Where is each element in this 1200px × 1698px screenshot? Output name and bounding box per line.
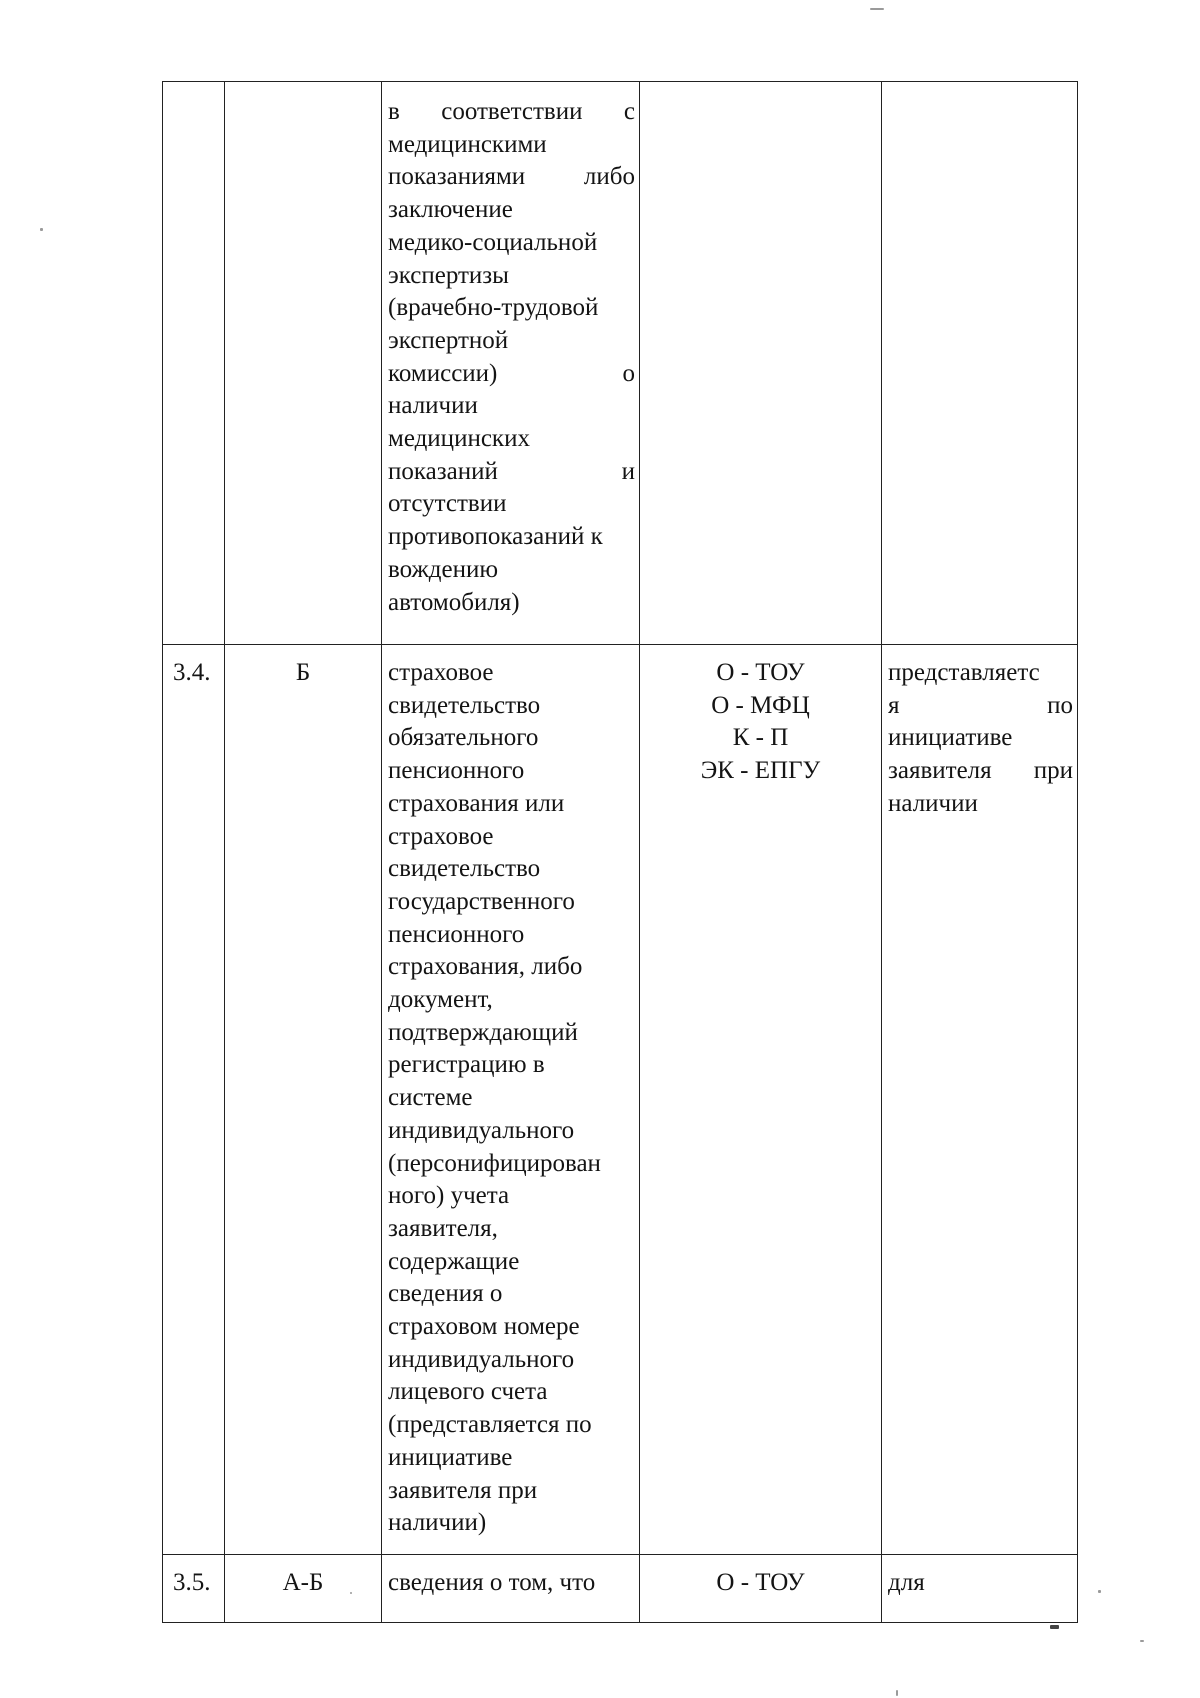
description-line: страховое bbox=[388, 822, 494, 850]
note-line: заявителя при bbox=[888, 757, 1073, 785]
submission-form-item: О - МФЦ bbox=[711, 691, 810, 719]
description-line: государственного bbox=[388, 887, 575, 915]
description-line: страховое bbox=[388, 659, 494, 686]
description-line: пенсионного bbox=[388, 920, 525, 948]
description-line: пенсионного bbox=[388, 757, 525, 785]
description-line: сведения о том, что bbox=[388, 1569, 596, 1596]
description-line: системе bbox=[388, 1084, 473, 1112]
note-line: я по bbox=[888, 691, 1073, 719]
description-line: наличии bbox=[388, 392, 478, 420]
note-line: инициативе bbox=[888, 724, 1013, 752]
table-row bbox=[163, 82, 1078, 645]
document-description-cell bbox=[382, 1555, 640, 1623]
note-cell bbox=[882, 645, 1078, 1555]
note-cell bbox=[882, 1555, 1078, 1623]
row-number-cell: 3.4. bbox=[163, 645, 225, 1555]
description-line: заявителя при bbox=[388, 1476, 538, 1504]
scan-speck bbox=[350, 1592, 352, 1594]
description-line: индивидуального bbox=[388, 1116, 575, 1144]
requirements-table bbox=[162, 81, 1078, 1623]
description-line: свидетельство bbox=[388, 855, 541, 883]
submission-forms-cell bbox=[640, 645, 882, 1555]
description-line: заявителя, bbox=[388, 1214, 498, 1242]
scan-speck bbox=[1098, 1590, 1101, 1593]
description-line: вождению bbox=[388, 555, 499, 583]
description-line: комиссии) о bbox=[388, 359, 635, 387]
description-line: лицевого счета bbox=[388, 1378, 548, 1406]
description-line: заключение bbox=[388, 196, 513, 224]
description-line: показаниями либо bbox=[388, 163, 635, 191]
description-line: документ, bbox=[388, 986, 493, 1014]
submission-form-item: О - ТОУ bbox=[716, 659, 805, 686]
note-line: представляетс bbox=[888, 659, 1040, 686]
category-cell bbox=[225, 82, 382, 645]
description-line: медицинскими bbox=[388, 130, 547, 158]
description-line: свидетельство bbox=[388, 691, 541, 719]
submission-forms-cell bbox=[640, 1555, 882, 1623]
note-line: наличии bbox=[888, 789, 978, 817]
description-line: ного) учета bbox=[388, 1182, 510, 1210]
description-line: обязательного bbox=[388, 724, 539, 752]
description-line: страхования или bbox=[388, 789, 565, 817]
scan-speck bbox=[40, 228, 43, 231]
description-line: противопоказаний к bbox=[388, 523, 603, 551]
table-row bbox=[163, 1555, 1078, 1623]
description-line: индивидуального bbox=[388, 1345, 575, 1373]
scan-speck bbox=[896, 1690, 898, 1696]
scan-speck bbox=[1140, 1640, 1144, 1642]
document-description-cell bbox=[382, 645, 640, 1555]
description-line: инициативе bbox=[388, 1443, 513, 1471]
note-cell bbox=[882, 82, 1078, 645]
submission-form-item: К - П bbox=[732, 724, 789, 752]
description-line: медико-социальной bbox=[388, 228, 598, 256]
scan-speck bbox=[870, 8, 884, 10]
submission-form-item: О - ТОУ bbox=[716, 1569, 805, 1596]
description-line: автомобиля) bbox=[388, 588, 520, 616]
description-line: в соответствии с bbox=[388, 98, 635, 125]
description-line: (персонифицирован bbox=[388, 1149, 601, 1177]
submission-forms-cell bbox=[640, 82, 882, 645]
row-number-cell bbox=[163, 82, 225, 645]
category-cell: А-Б bbox=[225, 1555, 382, 1623]
description-line: сведения о bbox=[388, 1280, 503, 1308]
description-line: наличии) bbox=[388, 1509, 487, 1537]
description-line: экспертизы bbox=[388, 261, 509, 289]
description-line: отсутствии bbox=[388, 490, 507, 518]
description-line: показаний и bbox=[388, 457, 635, 485]
description-line: экспертной bbox=[388, 326, 509, 354]
description-line: (представляется по bbox=[388, 1411, 592, 1439]
description-line: (врачебно-трудовой bbox=[388, 294, 599, 322]
scan-speck bbox=[1050, 1625, 1059, 1629]
description-line: медицинских bbox=[388, 425, 530, 453]
description-line: содержащие bbox=[388, 1247, 520, 1275]
document-description-cell bbox=[382, 82, 640, 645]
description-line: регистрацию в bbox=[388, 1051, 545, 1079]
submission-form-item: ЭК - ЕПГУ bbox=[700, 757, 821, 785]
row-number-cell: 3.5. bbox=[163, 1555, 225, 1623]
note-line: для bbox=[888, 1569, 925, 1596]
table-row bbox=[163, 645, 1078, 1555]
description-line: страховом номере bbox=[388, 1313, 580, 1341]
category-cell: Б bbox=[225, 645, 382, 1555]
description-line: страхования, либо bbox=[388, 953, 583, 981]
description-line: подтверждающий bbox=[388, 1018, 578, 1046]
